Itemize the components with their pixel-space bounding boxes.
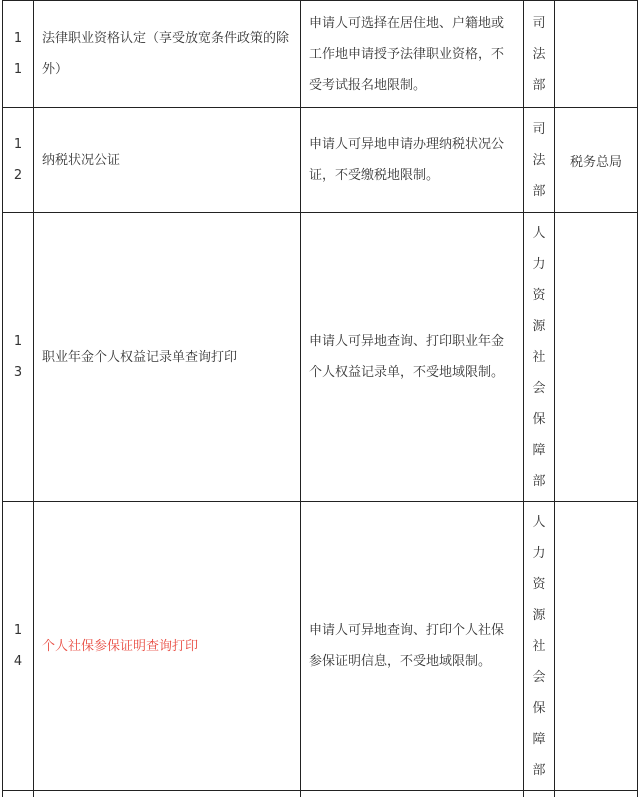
table-row xyxy=(3,1,638,108)
cooperating-department xyxy=(555,502,638,791)
item-description: 申请人可异地申请办理纳税状况公证，不受缴税地限制。 xyxy=(301,108,524,213)
department-char: 保 xyxy=(524,404,554,435)
item-name: 职业年金个人权益记录单查询打印 xyxy=(34,213,301,502)
cooperating-department xyxy=(555,1,638,108)
item-description: 申请人可选择在居住地、户籍地或工作地申请授予法律职业资格，不受考试报名地限制。 xyxy=(301,1,524,108)
department-char: 部 xyxy=(524,70,554,101)
department-char: 部 xyxy=(524,466,554,497)
row-number-digit: 1 xyxy=(3,326,33,357)
table-row xyxy=(3,213,638,502)
table-row xyxy=(3,502,638,791)
table-row xyxy=(3,108,638,213)
department-char: 部 xyxy=(524,176,554,207)
row-number-digit: 1 xyxy=(3,23,33,54)
policy-table xyxy=(2,0,638,797)
department-char: 社 xyxy=(524,342,554,373)
row-number-digit: 3 xyxy=(3,357,33,388)
department-char: 司 xyxy=(524,114,554,145)
department-char: 力 xyxy=(524,538,554,569)
item-description: 申请人可异地查询、打印职业年金个人权益记录单，不受地域限制。 xyxy=(301,213,524,502)
department xyxy=(524,213,555,502)
row-number-digit: 4 xyxy=(3,646,33,677)
row-number-digit: 1 xyxy=(3,615,33,646)
department-char: 人 xyxy=(524,218,554,249)
department-char: 源 xyxy=(524,311,554,342)
table-row xyxy=(3,791,638,797)
department-char: 会 xyxy=(524,373,554,404)
department-char: 资 xyxy=(524,569,554,600)
cooperating-department: 税务总局 xyxy=(555,108,638,213)
department-char: 法 xyxy=(524,145,554,176)
department-char: 会 xyxy=(524,662,554,693)
department-char: 社 xyxy=(524,631,554,662)
item-description: 申请人可异地查询、打印个人社保参保证明信息，不受地域限制。 xyxy=(301,502,524,791)
department-char: 法 xyxy=(524,39,554,70)
department-char: 障 xyxy=(524,724,554,755)
row-number-digit: 1 xyxy=(3,129,33,160)
department-char: 司 xyxy=(524,8,554,39)
row-number xyxy=(3,1,34,108)
row-number xyxy=(3,502,34,791)
department xyxy=(524,108,555,213)
department-char: 人 xyxy=(524,507,554,538)
department-char: 障 xyxy=(524,435,554,466)
department-char: 资 xyxy=(524,280,554,311)
row-number-digit: 2 xyxy=(3,160,33,191)
department xyxy=(524,502,555,791)
department-char: 部 xyxy=(524,755,554,786)
row-number xyxy=(3,213,34,502)
department-char: 源 xyxy=(524,600,554,631)
item-name: 纳税状况公证 xyxy=(34,108,301,213)
row-number-digit: 1 xyxy=(3,54,33,85)
cooperating-department xyxy=(555,213,638,502)
department xyxy=(524,1,555,108)
item-name: 个人社保参保证明查询打印 xyxy=(34,502,301,791)
row-number xyxy=(3,108,34,213)
department-char: 保 xyxy=(524,693,554,724)
department-char: 力 xyxy=(524,249,554,280)
item-name: 法律职业资格认定（享受放宽条件政策的除外） xyxy=(34,1,301,108)
